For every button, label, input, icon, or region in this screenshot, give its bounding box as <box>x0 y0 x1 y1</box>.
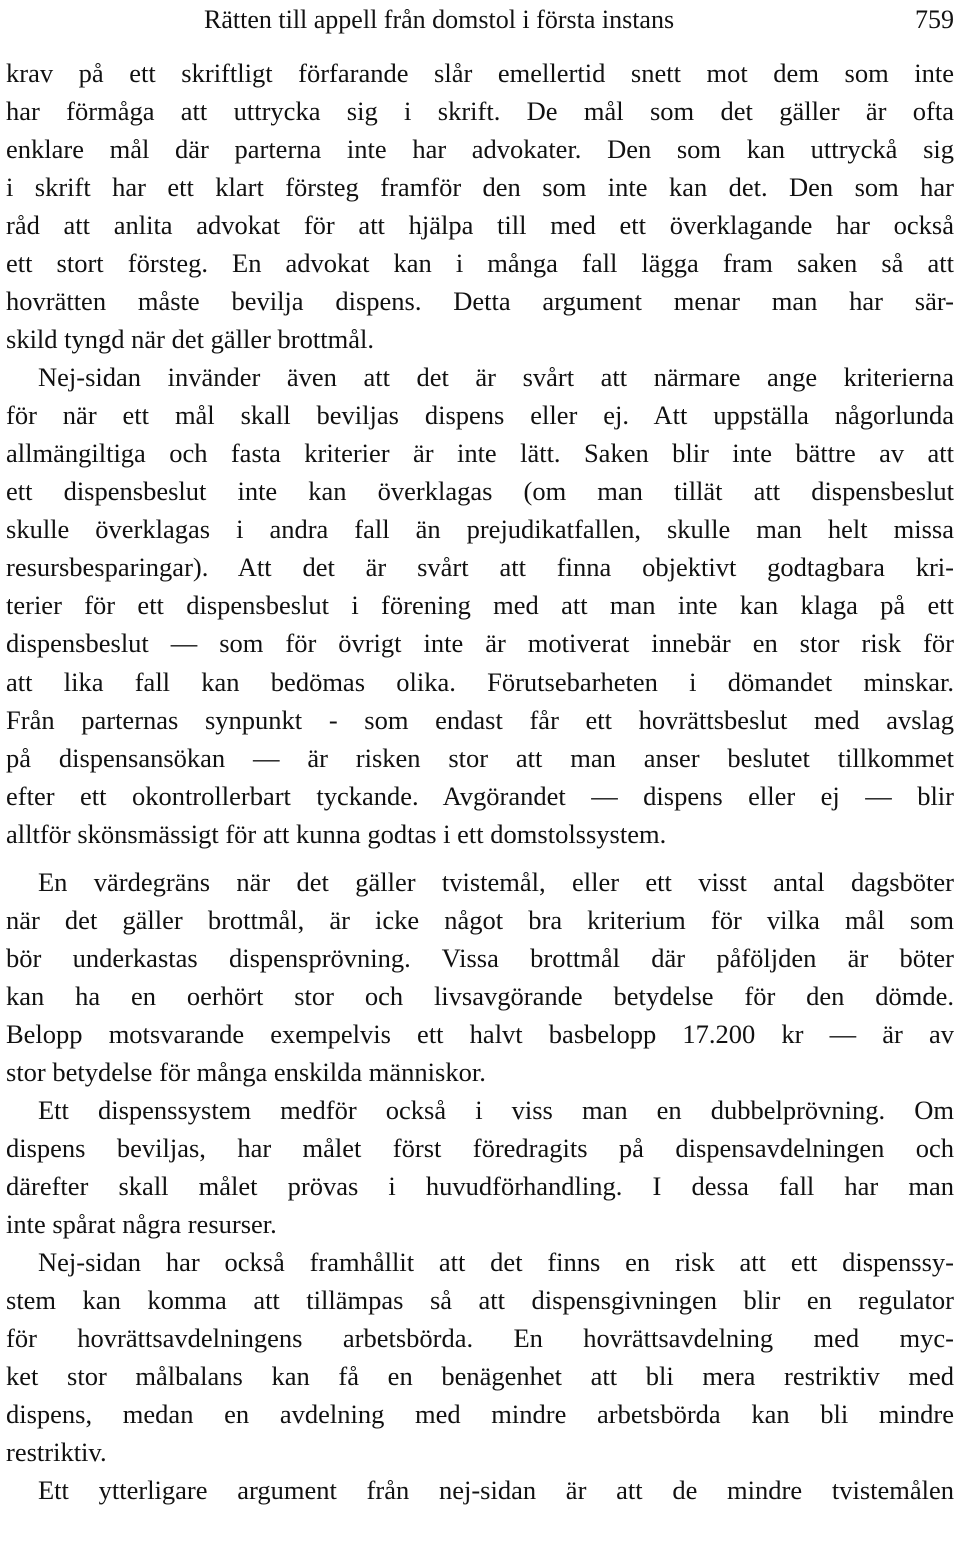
text-line: Belopp motsvarande exempelvis ett halvt basbelopp 17.200 kr — är av <box>6 1018 954 1049</box>
text-line: när det gäller brottmål, är icke något bra kriterium för vilka mål som <box>6 904 954 935</box>
text-line: för hovrättsavdelningens arbetsbörda. En hovrättsavdelning med myc- <box>6 1323 954 1354</box>
paragraph <box>6 1091 954 1243</box>
text-line: stem kan komma att tillämpas så att dispensgivningen blir en regulator <box>6 1285 954 1315</box>
body-text <box>6 54 954 1509</box>
text-line: alltför skönsmässigt för att kunna godtas i ett domstolssystem. <box>6 818 667 849</box>
text-line: stor betydelse för många enskilda människor. <box>6 1056 486 1087</box>
text-line: i skrift har ett klart försteg framför den som inte kan det. Den som har <box>6 172 954 203</box>
text-line: kan ha en oerhört stor och livsavgörande betydelse för den dömde. <box>6 980 954 1011</box>
page-number: 759 <box>915 5 954 34</box>
text-line: har förmåga att uttrycka sig i skrift. De mål som det gäller är ofta <box>6 96 954 127</box>
text-line: enklare mål där parterna inte har advokater. Den som kan uttryckå sig <box>6 134 954 165</box>
text-line: därefter skall målet prövas i huvudförhandling. I dessa fall har man <box>6 1170 954 1201</box>
text-line: ett stort försteg. En advokat kan i många fall lägga fram saken så att <box>6 248 954 279</box>
text-line: krav på ett skriftligt förfarande slår emellertid snett mot dem som inte <box>6 58 954 88</box>
text-line: allmängiltiga och fasta kriterier är inte lätt. Saken blir inte bättre av att <box>6 438 954 469</box>
text-line: råd att anlita advokat för att hjälpa till med ett överklagande har också <box>6 210 954 241</box>
text-line: Ett ytterligare argument från nej-sidan är att de mindre tvistemålen <box>38 1475 954 1506</box>
text-line: Från parternas synpunkt - som endast får ett hovrättsbeslut med avslag <box>6 704 954 735</box>
text-line: skulle överklagas i andra fall än prejudikatfallen, skulle man helt missa <box>6 514 954 545</box>
text-line: Ett dispenssystem medför också i viss man en dubbelprövning. Om <box>38 1094 954 1125</box>
text-line: skild tyngd när det gäller brottmål. <box>6 324 374 355</box>
text-line: Nej-sidan har också framhållit att det finns en risk att ett dispenssy- <box>38 1246 954 1277</box>
paragraph <box>6 358 954 852</box>
text-line: resursbesparingar). Att det är svårt att finna objektivt godtagbara kri- <box>6 552 954 583</box>
text-line: ket stor målbalans kan få en benägenhet att bli mera restriktiv med <box>6 1361 954 1392</box>
running-title: Rätten till appell från domstol i första instans <box>204 5 675 34</box>
paragraph <box>6 1243 954 1471</box>
text-line: dispens, medan en avdelning med mindre arbetsbörda kan bli mindre <box>6 1399 954 1430</box>
text-line: dispensbeslut — som för övrigt inte är motiverat innebär en stor risk för <box>6 628 954 659</box>
text-line: hovrätten måste bevilja dispens. Detta argument menar man har sär- <box>6 286 954 317</box>
text-line: Nej-sidan invänder även att det är svårt att närmare ange kriterierna <box>38 362 954 393</box>
text-line: bör underkastas dispensprövning. Vissa brottmål där påföljden är böter <box>6 942 954 973</box>
paragraph <box>6 863 954 1091</box>
text-line: efter ett okontrollerbart tyckande. Avgörandet — dispens eller ej — blir <box>6 780 954 811</box>
text-line: inte spårat några resurser. <box>6 1208 277 1239</box>
text-line: på dispensansökan — är risken stor att man anser beslutet tillkommet <box>6 742 954 773</box>
text-line: för när ett mål skall beviljas dispens eller ej. Att uppställa någorlunda <box>6 400 954 431</box>
paragraph-gap <box>6 853 954 863</box>
text-line: att lika fall kan bedömas olika. Förutsebarheten i dömandet minskar. <box>6 666 954 697</box>
paragraph <box>6 1471 954 1509</box>
text-line: restriktiv. <box>6 1437 107 1468</box>
text-line: dispens beviljas, har målet först föredragits på dispensavdelningen och <box>6 1132 954 1163</box>
running-header <box>0 2 960 38</box>
text-line: ett dispensbeslut inte kan överklagas (om man tillät att dispensbeslut <box>6 476 954 507</box>
text-line: terier för ett dispensbeslut i förening med att man inte kan klaga på ett <box>6 590 954 621</box>
text-line: En värdegräns när det gäller tvistemål, eller ett visst antal dagsböter <box>38 866 954 897</box>
paragraph <box>6 54 954 358</box>
